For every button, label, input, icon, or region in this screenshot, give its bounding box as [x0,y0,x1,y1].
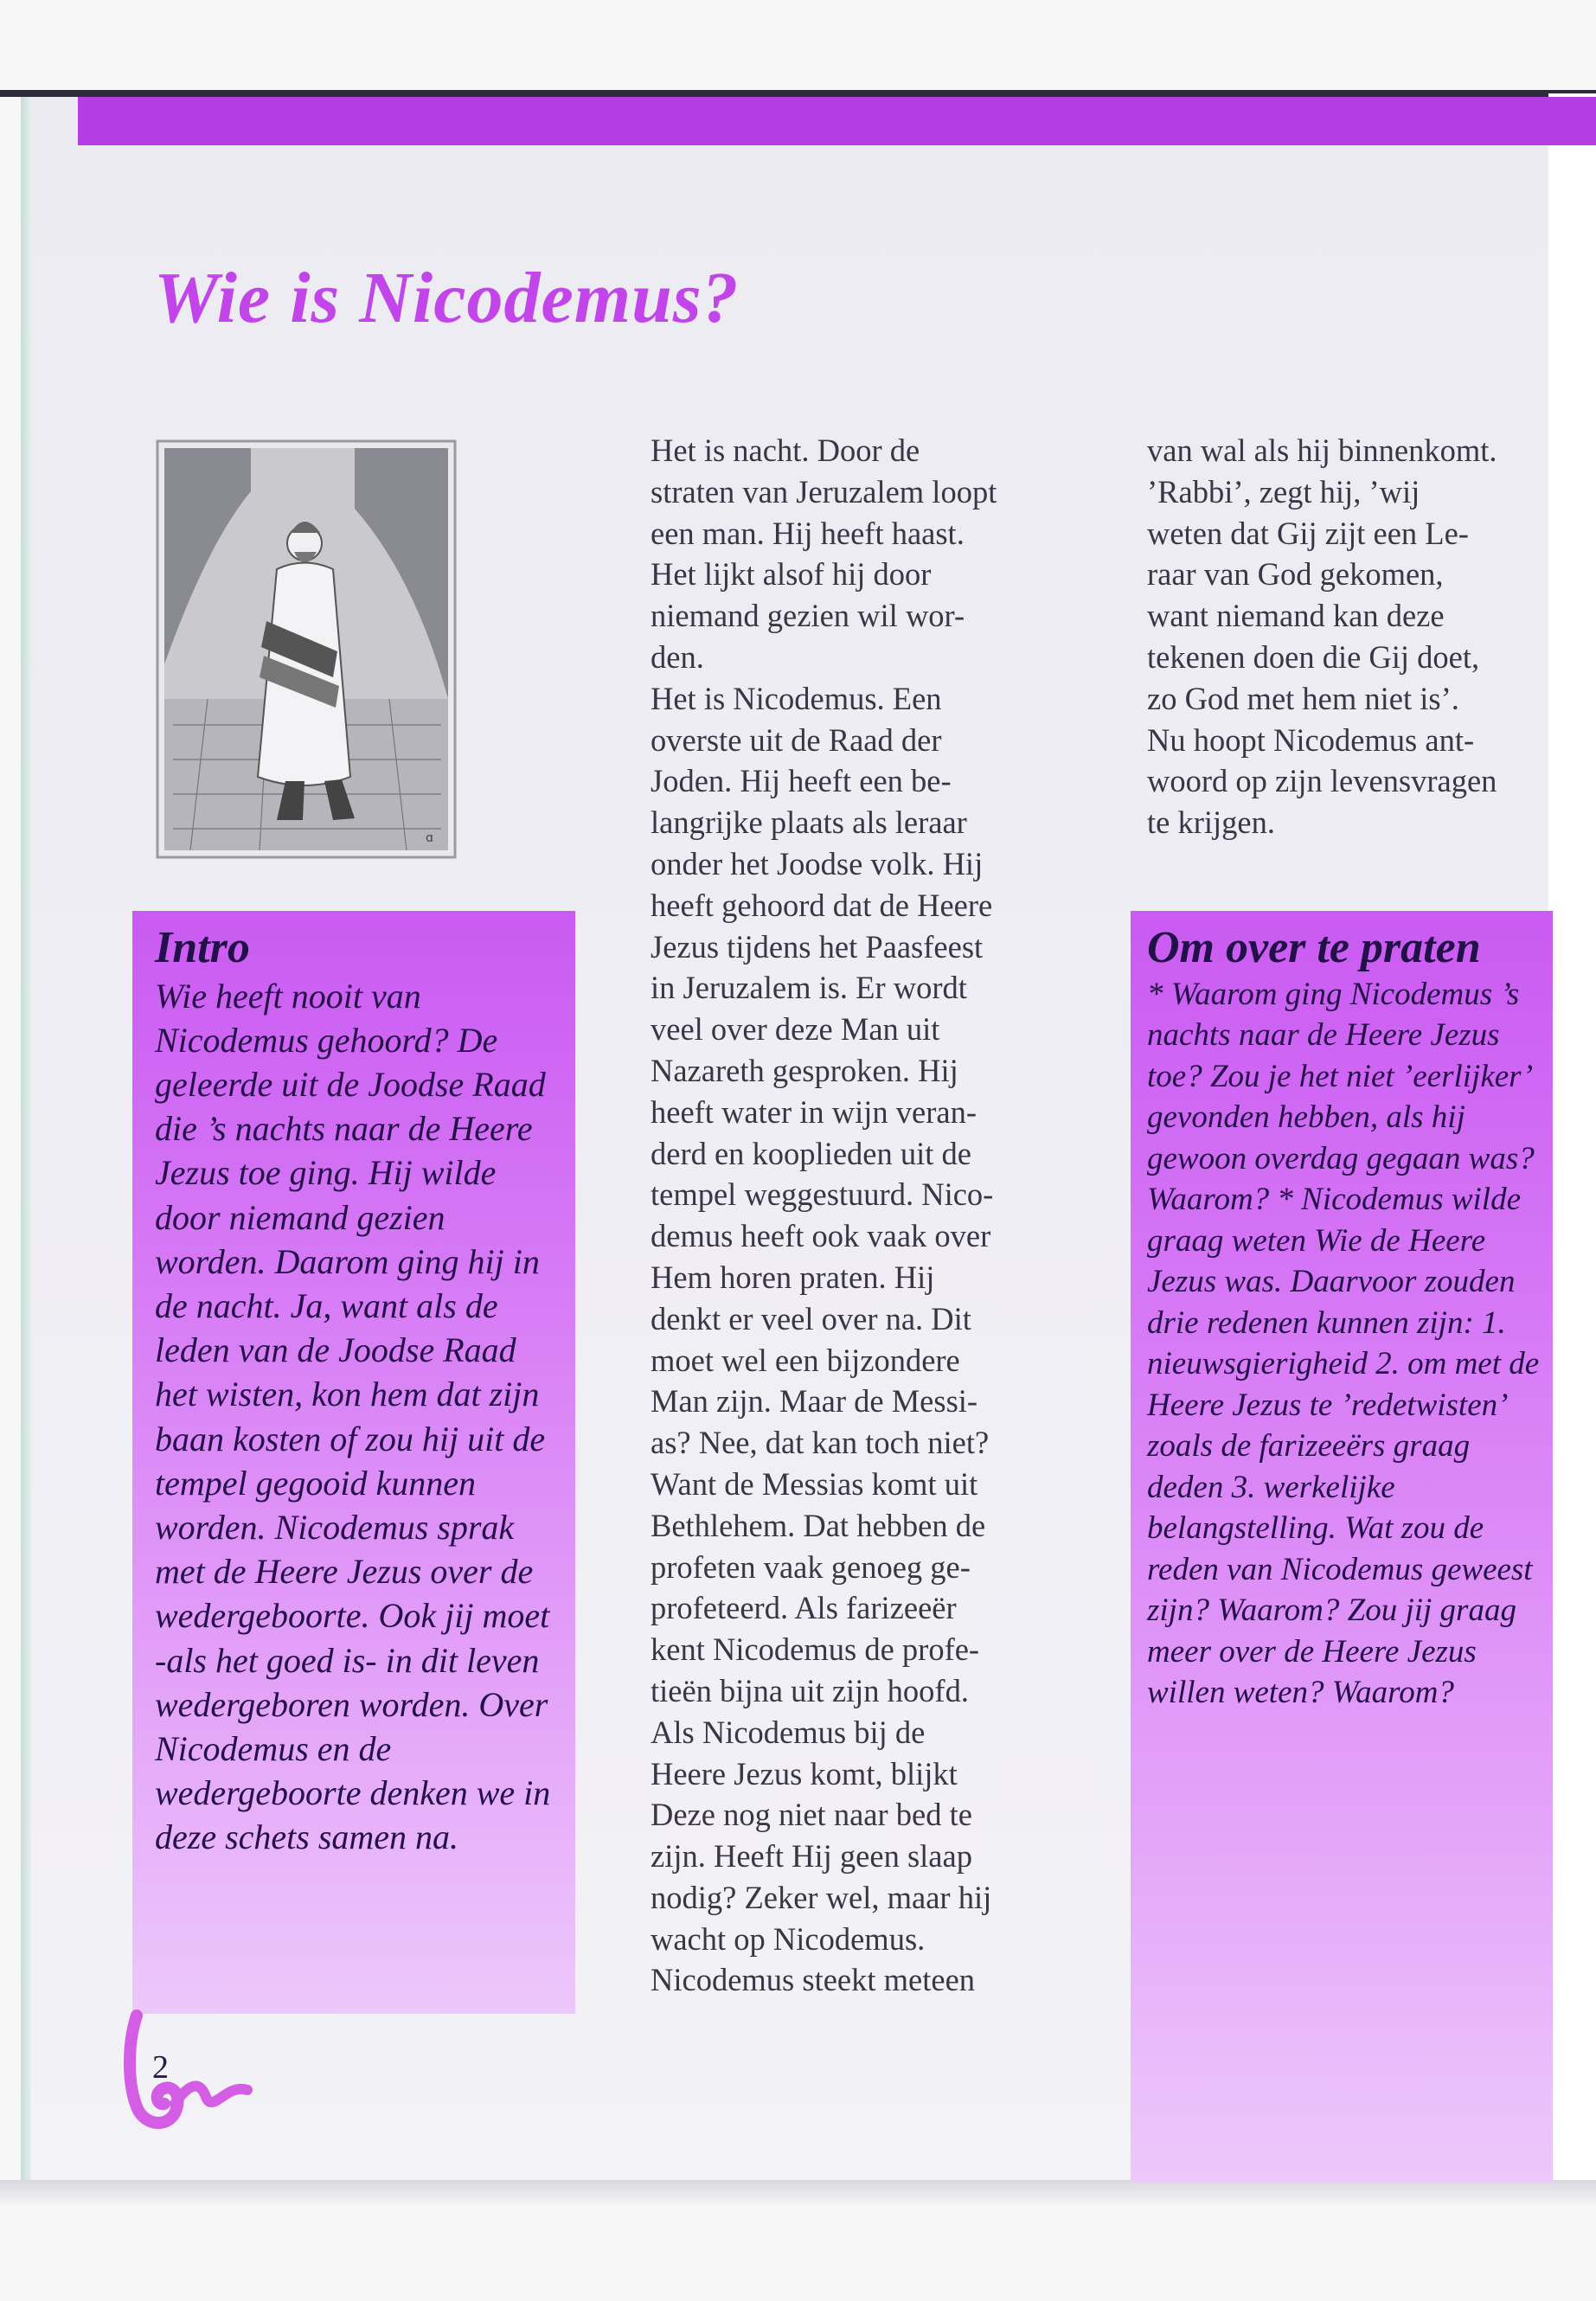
intro-box [132,911,575,2014]
page-title: Wie is Nicodemus? [154,258,740,338]
intro-heading: Intro [155,923,250,972]
intro-text: Wie heeft nooit van Nicodemus gehoord? De geleerde uit de Joodse Raad die ’s nachts naar de Heere Jezus toe ging. Hij wilde door niemand gezien worden. Daarom ging hij in de nacht. Ja, want als de leden van de Joodse Raad het wisten, kon hem dat zijn baan kosten of zou hij uit de tempel gegooid kunnen worden. Nicodemus sprak met de Heere Jezus over de wedergeboorte. Ook jij moet -als het goed is- in dit leven wedergeboren worden. Over Nicodemus en de wedergeboorte denken we in deze schets samen na. [155,976,551,1857]
page-number: 2 [152,2049,169,2086]
man-walking-illustration [156,439,457,859]
discussion-text: * Waarom ging Nicodemus ’s nachts naar de Heere Jezus toe? Zou je het niet ’eerlijker’ gevonden hebben, als hij gewoon overdag gegaan was? Waarom? * Nicodemus wilde graag weten Wie de Heere Jezus was. Daarvoor zouden drie redenen kunnen zijn: 1. nieuwsgierigheid 2. om met de Heere Jezus te ’redetwisten’ zoals de farizeeërs graag deden 3. werkelijke belangstelling. Wat zou de reden van Nicodemus geweest zijn? Waarom? Zou jij graag meer over de Heere Jezus willen weten? Waarom? [1147,976,1540,1711]
header-color-bar [78,97,1596,145]
book-top-edge [0,90,1596,97]
page-bottom-shadow [0,2180,1596,2206]
svg-text:ɑ: ɑ [426,831,433,845]
page-number-ornament-icon [119,2007,258,2137]
discussion-box [1131,911,1553,2182]
article-column-middle: Het is nacht. Door de straten van Jeruzalem loopt een man. Hij heeft haast. Het lijkt alsof hij door niemand gezien wil wor- den. Het is Nicodemus. Een overste uit de Raad der Joden. Hij heeft een be- langrijke plaats als leraar onder het Joodse volk. Hij heeft gehoord dat de Heere Jezus tijdens het Paasfeest in Jeruzalem is. Er wordt veel over deze Man uit Nazareth gesproken. Hij heeft water in wijn veran- derd en kooplieden uit de tempel weggestuurd. Nico- demus heeft ook vaak over Hem horen praten. Hij denkt er veel over na. Dit moet wel een bijzondere Man zijn. Maar de Messi- as? Nee, dat kan toch niet? Want de Messias komt uit Bethlehem. Dat hebben de profeten vaak genoeg ge- profeteerd. Als farizeeër kent Nicodemus de profe- tieën bijna uit zijn hoofd. Als Nicodemus bij de Heere Jezus komt, blijkt Deze nog niet naar bed te zijn. Heeft Hij geen slaap nodig? Zeker wel, maar hij wacht op Nicodemus. Nicodemus steekt meteen [651,433,997,1998]
discussion-heading: Om over te praten [1147,923,1481,972]
cover-edge [1548,93,1596,2204]
book-spine-edge [21,97,31,2199]
article-column-right: van wal als hij binnenkomt. ’Rabbi’, zegt hij, ’wij weten dat Gij zijt een Le- raar van God gekomen, want niemand kan deze tekenen doen die Gij doet, zo God met hem niet is’. Nu hoopt Nicodemus ant- woord op zijn levensvragen te krijgen. [1147,433,1497,841]
